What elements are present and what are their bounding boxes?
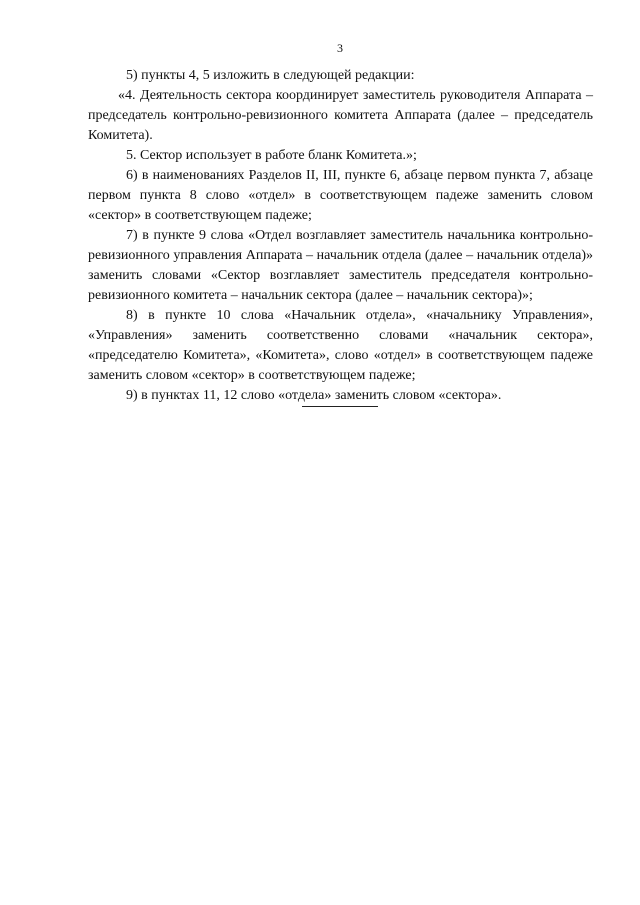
paragraph-point-5: 5. Сектор использует в работе бланк Комитета.»; <box>126 148 417 163</box>
paragraph-item-8: 8) в пункте 10 слова «Начальник отдела», «начальнику Управления», «Управления» заменить соответственно словами «начальник сектора», «председателю Комитета», «Комитета», слово «отдел» в соответствующем падеже заменить словом «сектор» в соответствующем падеже; <box>88 308 593 383</box>
paragraph-point-4: «4. Деятельность сектора координирует заместитель руководителя Аппарата – председатель контрольно-ревизионного комитета Аппарата (далее – председатель Комитета). <box>88 88 593 143</box>
paragraph-item-7: 7) в пункте 9 слова «Отдел возглавляет заместитель начальника контрольно-ревизионного управления Аппарата – начальник отдела (далее – начальник отдела)» заменить словами «Сектор возглавляет заместитель председателя контрольно-ревизионного комитета – начальник сектора (далее – начальник сектора)»; <box>88 228 593 303</box>
page-number: 3 <box>337 41 343 55</box>
paragraph-item-6: 6) в наименованиях Разделов II, III, пункте 6, абзаце первом пункта 7, абзаце первом пункта 8 слово «отдел» в соответствующем падеже заменить словом «сектор» в соответствующем падеже; <box>88 168 593 223</box>
paragraph-item-9: 9) в пунктах 11, 12 слово «отдела» заменить словом «сектора». <box>126 388 502 403</box>
paragraph-item-5: 5) пункты 4, 5 изложить в следующей редакции: <box>126 68 415 83</box>
document-body <box>88 66 593 406</box>
end-of-document-divider <box>302 406 378 407</box>
